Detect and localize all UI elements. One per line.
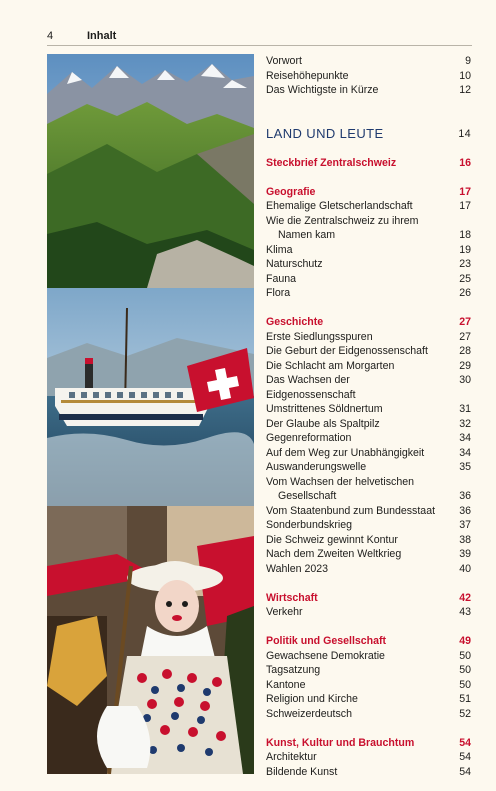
toc-page-number: 27 [459,316,471,328]
toc-entry-title: Der Glaube als Spaltpilz [266,417,380,430]
toc-entry-title: Wahlen 2023 [266,562,329,575]
toc-spacer [266,141,471,156]
toc-entry[interactable] [266,373,471,402]
toc-page-number: 30 [459,374,471,386]
toc-page-number: 52 [459,707,471,720]
toc-page-number: 17 [459,200,471,212]
toc-spacer [266,576,471,591]
toc-entry[interactable] [266,562,471,577]
toc-entry-title: Politik und Gesellschaft [266,635,387,647]
toc-entry[interactable] [266,678,471,693]
toc-page-number: 50 [459,664,471,676]
toc-entry[interactable] [266,286,471,301]
toc-spacer [266,620,471,635]
toc-entry[interactable] [266,605,471,620]
toc-entry[interactable] [266,750,471,765]
toc-page-number: 29 [459,359,471,372]
toc-entry[interactable] [266,692,471,707]
page-header [47,30,472,48]
toc-entry[interactable] [266,663,471,678]
toc-entry-title: Verkehr [266,606,303,618]
toc-entry-title: Geschichte [266,316,324,328]
header-rule [47,45,472,46]
toc-entry-title: Gesellschaft [278,490,337,502]
toc-page-number: 12 [459,84,471,96]
toc-entry-title: Klima [266,243,293,256]
toc-page-number: 38 [459,533,471,546]
toc-entry[interactable] [266,243,471,258]
toc-entry-title: Auswanderungswelle [266,461,367,473]
carnival-photo [47,506,254,774]
toc-entry[interactable] [266,649,471,664]
toc-entry-title: Das Wachsen der Eidgenossenschaft [266,374,356,401]
toc-entry-continuation[interactable] [266,489,471,504]
toc-entry[interactable] [266,460,471,475]
toc-entry[interactable] [266,431,471,446]
toc-page-number: 51 [459,693,471,705]
toc-page-number: 16 [459,156,471,169]
toc-page-number: 40 [459,562,471,575]
toc-section-heading[interactable] [266,156,471,171]
toc-spacer [266,112,471,127]
toc-page-number: 27 [459,330,471,343]
toc-entry-title: Die Schlacht am Morgarten [266,359,395,372]
toc-spacer [266,170,471,185]
toc-entry-title: Flora [266,287,291,299]
toc-entry[interactable] [266,475,471,490]
toc-entry-title: Bildende Kunst [266,765,338,778]
toc-page-number: 17 [459,185,471,198]
toc-entry-title: Kantone [266,678,306,691]
toc-page-number: 39 [459,548,471,560]
toc-page-number: 43 [459,606,471,618]
toc-spacer [266,301,471,316]
toc-entry[interactable] [266,69,471,84]
toc-page-number: 42 [459,591,471,604]
toc-entry-title: Schweizerdeutsch [266,707,352,720]
toc-entry-title: Das Wichtigste in Kürze [266,84,379,96]
toc-page-number: 34 [459,432,471,444]
toc-section-heading[interactable] [266,315,471,330]
toc-entry[interactable] [266,83,471,98]
toc-entry[interactable] [266,344,471,359]
toc-page-number: 19 [459,243,471,256]
toc-entry[interactable] [266,272,471,287]
toc-entry[interactable] [266,402,471,417]
toc-entry-title: Erste Siedlungsspuren [266,330,373,343]
toc-page-number: 35 [459,461,471,473]
toc-section-heading[interactable] [266,634,471,649]
toc-entry-title: Ehemalige Gletscherlandschaft [266,200,413,212]
toc-spacer [266,721,471,736]
toc-page-number: 34 [459,446,471,459]
photo-column [47,54,254,774]
toc-page-number: 10 [459,69,471,82]
toc-entry-title: Architektur [266,751,317,763]
toc-entry-continuation[interactable] [266,228,471,243]
toc-entry[interactable] [266,518,471,533]
toc-entry-title: Vom Staatenbund zum Bundesstaat [266,504,436,517]
toc-entry-title: Steckbrief Zentralschweiz [266,156,397,169]
toc-entry-title: Gewachsene Demokratie [266,649,385,662]
toc-entry-title: Vom Wachsen der helvetischen [266,475,414,488]
toc-entry[interactable] [266,54,471,69]
toc-entry-title: Kunst, Kultur und Brauchtum [266,736,415,749]
toc-entry-title: Wie die Zentralschweiz zu ihrem [266,214,419,227]
toc-entry[interactable] [266,707,471,722]
toc-page-number: 28 [459,345,471,357]
toc-page-number: 36 [459,490,471,502]
toc-entry-title: Namen kam [278,229,336,241]
toc-entry-title: Naturschutz [266,258,323,270]
toc-entry-title: Umstrittenes Söldnertum [266,403,383,415]
toc-chapter-heading[interactable] [266,127,471,142]
toc-entry-title: Die Schweiz gewinnt Kontur [266,533,398,546]
toc-page-number: 50 [459,649,471,662]
toc-entry[interactable] [266,446,471,461]
toc-entry[interactable] [266,765,471,780]
toc-entry-title: Nach dem Zweiten Weltkrieg [266,548,402,560]
toc-entry-title: LAND UND LEUTE [266,125,384,141]
toc-page-number: 49 [459,635,471,647]
toc-entry-title: Wirtschaft [266,591,318,604]
toc-entry-title: Tagsatzung [266,664,321,676]
toc-section-heading[interactable] [266,591,471,606]
toc-entry[interactable] [266,547,471,562]
toc-entry[interactable] [266,199,471,214]
toc-entry-title: Fauna [266,272,297,285]
toc-entry-title: Die Geburt der Eidgenossenschaft [266,345,428,357]
steamboat-photo [47,288,254,506]
toc-entry-title: Sonderbundskrieg [266,519,352,531]
toc-entry-title: Gegenreformation [266,432,352,444]
toc-entry-title: Religion und Kirche [266,693,358,705]
toc-page-number: 50 [459,678,471,691]
toc-page-number: 54 [459,765,471,778]
toc-page-number: 9 [465,55,471,67]
toc-page-number: 32 [459,417,471,430]
page-title: Inhalt [87,30,117,42]
toc-page-number: 25 [459,272,471,285]
toc-page-number: 37 [459,519,471,531]
toc-page-number: 54 [459,736,471,749]
toc-entry[interactable] [266,504,471,519]
toc-entry[interactable] [266,359,471,374]
toc-page-number: 54 [459,751,471,763]
mountain-photo [47,54,254,288]
page-number: 4 [47,30,54,42]
toc-entry-title: Auf dem Weg zur Unabhängigkeit [266,446,425,459]
toc-section-heading[interactable] [266,736,471,751]
toc-entry-title: Geografie [266,185,316,198]
toc-entry[interactable] [266,330,471,345]
toc-page-number: 36 [459,504,471,517]
toc-page-number: 14 [458,127,471,140]
toc-page-number: 31 [459,403,471,415]
toc-page-number: 26 [459,287,471,299]
toc-entry[interactable] [266,417,471,432]
toc-entry-title: Reisehöhepunkte [266,69,349,82]
toc-page-number: 23 [459,258,471,270]
toc-page-number: 18 [459,229,471,241]
toc-entry-title: Vorwort [266,55,302,67]
toc-spacer [266,98,471,113]
table-of-contents [266,54,471,779]
toc-entry[interactable] [266,533,471,548]
toc-entry[interactable] [266,214,471,229]
toc-entry[interactable] [266,257,471,272]
toc-section-heading[interactable] [266,185,471,200]
